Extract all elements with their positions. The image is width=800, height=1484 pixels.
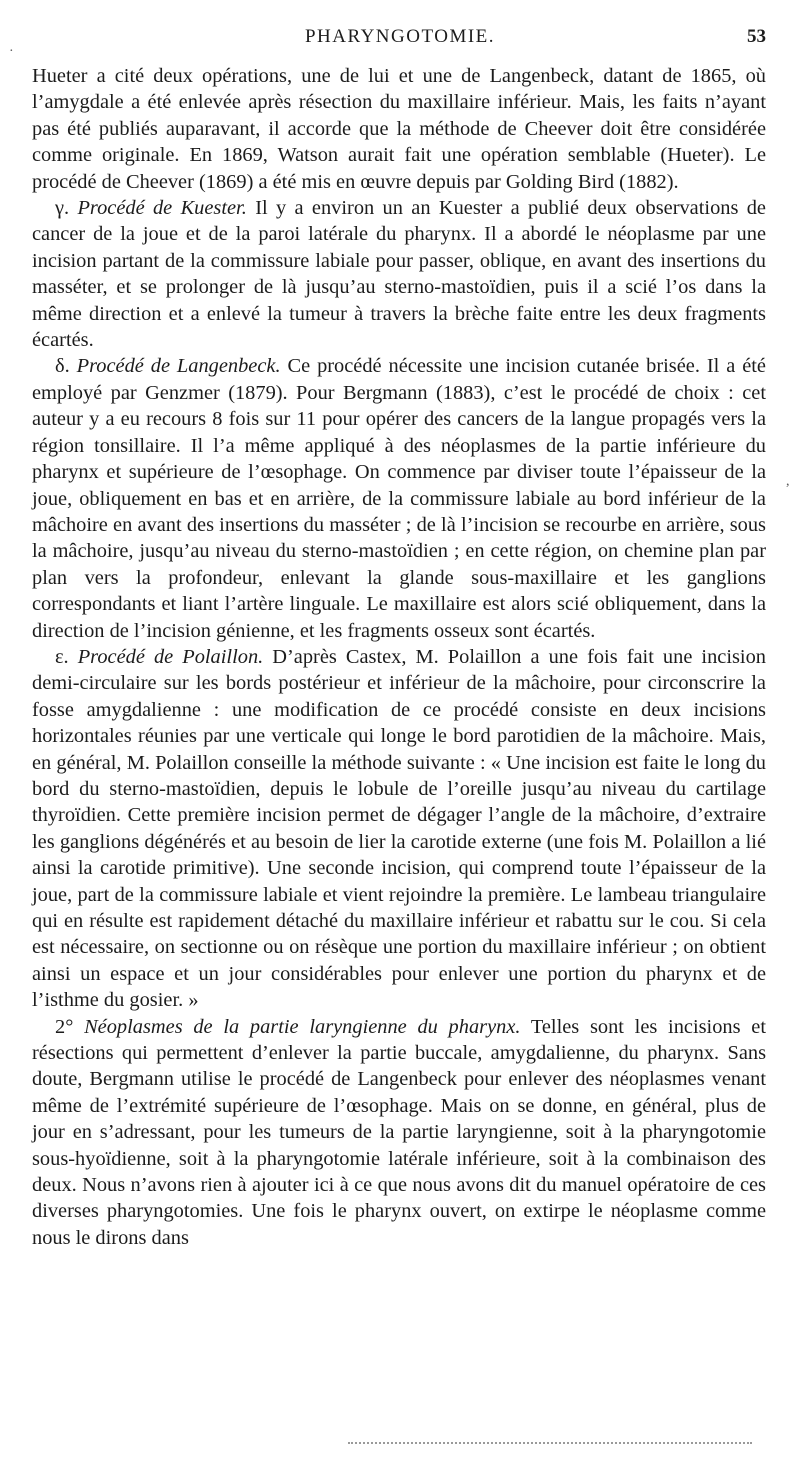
page-number: 53 xyxy=(747,26,766,47)
footer-rule xyxy=(348,1442,752,1444)
paragraph-text: 2° xyxy=(55,1015,85,1038)
margin-speck: , xyxy=(786,474,790,489)
paragraph-text: D’après Castex, M. Polaillon a une fois fait une incision demi-circulaire sur les bords postérieur et inférieur de la mâchoire, pour circonscrire la fosse amygdalienne : une modification de ce procédé consiste en deux incisions horizontales réunies par une verticale qui longe le bord parotidien de la mâchoire. Mais, en général, M. Polaillon conseille la méthode suivante : « Une incision est faite le long du bord du sterno-mastoïdien, depuis le lobule de l’oreille jusqu’au niveau du cartilage thyroïdien. Cette première incision permet de dégager l’angle de la mâchoire, d’extraire les ganglions dégénérés et au besoin de lier la carotide externe (une fois M. Polaillon a lié ainsi la carotide primitive). Une seconde incision, qui comprend toute l’épaisseur de la joue, part de la commissure labiale et vient rejoindre la première. Le lambeau triangulaire qui en résulte est rapidement détaché du maxillaire inférieur et rabattu sur le cou. Si cela est nécessaire, on sectionne ou on résèque une portion du maxillaire inférieur ; on obtient ainsi un espace et un jour considérables pour enlever une portion du pharynx et de l’isthme du gosier. » xyxy=(32,645,766,1012)
paragraph-text: Hueter a cité deux opérations, une de lui et une de Langenbeck, datant de 1865, où l’amygdale a été enlevée après résection du maxillaire inférieur. Mais, les faits n’ayant pas été publiés auparavant, il accorde que la méthode de Cheever doit être considérée comme originale. En 1869, Watson aurait fait une opération semblable (Hueter). Le procédé de Cheever (1869) a été mis en œuvre depuis par Golding Bird (1882). xyxy=(32,65,766,193)
paragraph-text: γ. xyxy=(55,197,78,220)
paragraph-text: ε. xyxy=(55,645,78,668)
paragraph-text: Il y a environ un an Kuester a publié deux observations de cancer de la joue et de la paroi latérale du pharynx. Il a abordé le néoplasme par une incision partant de la commissure labiale pour passer, oblique, en avant des insertions du masséter, et se prolonger de là jusqu’au sterno-mastoïdien, puis il a scié l’os dans la même direction et a enlevé la tumeur à travers la brèche faite entre les deux fragments écartés. xyxy=(32,197,766,352)
paragraph-text: Telles sont les incisions et résections qui permettent d’enlever la partie buccale, amygdalienne, du pharynx. Sans doute, Bergmann utilise le procédé de Langenbeck pour enlever des néoplasmes venant même de l’extrémité supérieure de l’œsophage. Mais on se donne, en général, plus de jour en s’adressant, pour les tumeurs de la partie laryngienne, soit à la pharyngotomie sous-hyoïdienne, soit à la pharyngotomie latérale inférieure, soit à la combinaison des deux. Nous n’avons rien à ajouter ici à ce que nous avons dit du manuel opératoire de ces diverses pharyngotomies. Une fois le pharynx ouvert, on extirpe le néoplasme comme nous le dirons dans xyxy=(32,1015,766,1249)
running-title: PHARYNGOTOMIE. xyxy=(304,26,496,47)
paragraph-text: Ce procédé nécessite une incision cutanée brisée. Il a été employé par Genzmer (1879). Pour Bergmann (1883), c’est le procédé de choix : cet auteur y a eu recours 8 fois sur 11 pour opérer des cancers de la langue propagés vers la région tonsillaire. Il l’a même appliqué à des néoplasmes de la partie inférieure du pharynx et supérieure de l’œsophage. On commence par diviser toute l’épaisseur de la joue, obliquement en bas et en arrière, de la commissure labiale au bord inférieur de la mâchoire en avant des insertions du masséter ; de là l’incision se recourbe en arrière, sous la mâchoire, jusqu’au niveau du sterno-mastoïdien ; en cette région, on chemine plan par plan vers la profondeur, enlevant la glande sous-maxillaire et les ganglions correspondants et liant l’artère linguale. Le maxillaire est alors scié obliquement, dans la direction de l’incision génienne, et les fragments osseux sont écartés. xyxy=(32,355,766,642)
page-header xyxy=(32,26,768,56)
paragraph xyxy=(32,195,766,353)
paragraph xyxy=(32,644,766,1014)
page-body xyxy=(32,63,766,1251)
paragraph xyxy=(32,63,766,195)
paragraph-text: δ. xyxy=(55,355,77,378)
section-heading: Néoplasmes de la partie laryngienne du pharynx. xyxy=(84,1015,521,1038)
section-heading: Procédé de Polaillon. xyxy=(77,645,264,668)
paragraph xyxy=(32,1014,766,1252)
section-heading: Procédé de Kuester. xyxy=(77,197,247,220)
margin-speck: · xyxy=(9,44,14,59)
section-heading: Procédé de Langenbeck. xyxy=(76,355,281,378)
paragraph xyxy=(32,353,766,643)
